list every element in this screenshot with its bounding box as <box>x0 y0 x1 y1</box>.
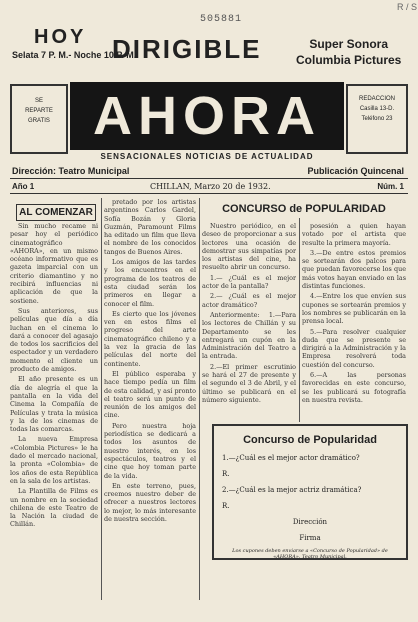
publication-frequency: Publicación Quincenal <box>307 166 404 176</box>
paragraph: 4.—Entre los que envíen sus cupones se sortearán premios y los nombres se publicarán en la prensa local. <box>302 292 406 326</box>
paragraph: Los amigos de las tardes y los encuentros en el programa de los teatros de esta ciudad serán los primeros en llegar a conocer el film. <box>104 258 196 308</box>
section-heading-al-comenzar: AL COMENZAR <box>16 204 96 221</box>
left-box-line1: SE <box>34 98 43 104</box>
paragraph: Nuestro periódico, en el deseo de proporcionar a sus lectores una ocasión de demostrar sus simpatías por los artistas del cine, ha resuelto abrir un concurso. <box>202 222 296 272</box>
header-divider <box>10 193 408 194</box>
issue-date: CHILLAN, Marzo 20 de 1932. <box>150 182 271 191</box>
studio-label <box>296 36 401 68</box>
coupon-signature[interactable]: Firma <box>299 534 321 542</box>
archive-stamp: 505881 <box>200 14 243 25</box>
right-box-line2: Casilla 13-D. <box>359 106 395 112</box>
tagline: SENSACIONALES NOTICIAS DE ACTUALIDAD <box>100 152 314 161</box>
column-divider <box>299 218 300 422</box>
left-box-line2: REPARTE <box>25 108 53 114</box>
popularity-coupon[interactable] <box>212 424 408 560</box>
paragraph: 2.—El primer escrutinio se hará el 27 de presente y el segundo el 3 de Abril, y el último se publicará en el número siguiente. <box>202 362 296 404</box>
section-heading-concurso: CONCURSO de POPULARIDAD <box>222 203 386 215</box>
coupon-question-2: 2.—¿Cuál es la mejor actriz dramática? <box>222 486 362 494</box>
column-3 <box>202 222 296 422</box>
issue-number: Núm. 1 <box>377 182 404 191</box>
top-divider <box>10 178 408 179</box>
coupon-answer-2[interactable]: R. <box>222 502 230 510</box>
paragraph: En este terreno, pues, creemos nuestro deber de ofrecer a nuestros lectores lo mejor, lo más interesante de nuestra sección. <box>104 481 196 523</box>
right-box-line3: Teléfono 23 <box>361 116 393 122</box>
film-title: DIRIGIBLE <box>112 34 262 64</box>
coupon-question-1: 1.—¿Cuál es el mejor actor dramático? <box>222 454 360 462</box>
columbia-line: Columbia Pictures <box>296 53 402 67</box>
paragraph: Pero nuestra hoja periodística se dedicará a todos los asuntos de nuestro interés, en los espectáculos, teatros y el cine que hoy toman parte de la vida. <box>104 421 196 480</box>
masthead-title: AHORA <box>93 86 321 146</box>
left-box-line3: GRATIS <box>28 118 50 124</box>
archive-mark: R / S <box>397 2 418 12</box>
column-4 <box>302 222 406 422</box>
coupon-address[interactable]: Dirección <box>292 518 328 526</box>
column-divider <box>199 198 200 600</box>
showtime-schedule: Selata 7 P. M.- Noche 10 P. M. <box>12 50 137 60</box>
paragraph: La Plantilla de Films es un nombre en la sociedad chilena de este Teatro de la Nación la ciudad de Chillán. <box>10 487 98 529</box>
paragraph: El público esperaba y hace tiempo pedía un film de esta calidad, y así pronto el teatro será un punto de reunión de los amigos del cine. <box>104 369 196 420</box>
column-2 <box>104 198 196 598</box>
coupon-note: Los cupones deben enviarse a «Concurso de Popularidad» de «AHORA». Teatro Municipal. <box>232 548 388 560</box>
paragraph: Sus anteriores, sus películas que día a día luchan en el cinema lo dará a conocer del agasajo de todos los sacrificios del espectador y un verdadero momento el cliente un producto de amigos. <box>10 306 98 374</box>
paragraph: 5.—Para resolver cualquier duda que se presente se dirigirá a la Administración y la Empresa resolverá toda cuestión del concurso. <box>302 327 406 369</box>
coupon-title: Concurso de Popularidad <box>243 434 377 446</box>
paragraph: 1.— ¿Cuál es el mejor actor de la pantalla? <box>202 273 296 291</box>
paragraph: 3.—De entre estos premios se sortearán dos palcos para que puedan favorecerse los que más votos hayan enviado en las distintas funciones. <box>302 248 406 291</box>
paragraph: El año presente es un día de alegría el que la pantalla en la vida del Cinema la Compañía de Películas y trata la música y la de los cinemas de todas las comarcas. <box>10 375 98 434</box>
address-line: Dirección: Teatro Municipal <box>12 166 130 176</box>
editorial-box <box>346 84 408 154</box>
sonora-line: Super Sonora <box>309 37 389 51</box>
year-label: Año 1 <box>12 182 35 191</box>
column-1 <box>10 222 98 622</box>
masthead <box>70 82 344 150</box>
paragraph: pretado por los artistas argentinos Carlos Gardel, Sofía Bozán y Gloria Guzmán, Paramount Films ha editado un film que lleva el nombre de los conocidos tangos de Buenos Aires. <box>104 198 196 256</box>
paragraph: posesión a quien hayan votado por el artista que resulte la primera mayoría. <box>302 222 406 247</box>
coupon-answer-1[interactable]: R. <box>222 470 230 478</box>
paragraph: Es cierto que los jóvenes ven en estos films el progreso del arte cinematográfico chileno y a la vez la gracia de las películas del norte del continente. <box>104 309 196 368</box>
paragraph: La nueva Empresa «Colombia Pictures» le ha dado el mercado nacional, la pronta «Colombia» de los años de esta República en la sala de los artistas. <box>10 435 98 485</box>
right-box-line1: REDACCION <box>358 96 395 102</box>
paragraph: Anteriormente: 1.—Para los lectores de Chillán y su Departamento se les entregará un cupón en la Administración del Teatro a la entrada. <box>202 310 296 361</box>
paragraph: Sin mucho recame ni pesar hoy el periódico cinematográfico «AHORA», en un mismo océano informativo que es gazeta imparcial con un criterio diamantino y no recibirá influencias ni aplicación de que la sostiene. <box>10 222 98 305</box>
free-distribution-box <box>10 84 68 154</box>
paragraph: 6.—A las personas favorecidas en este concurso, se les publicará su fotografía en nuestra revista. <box>302 371 406 404</box>
column-divider <box>101 198 102 600</box>
paragraph: 2.— ¿Cuál es el mejor actor dramático? <box>202 292 296 309</box>
today-label: HOY <box>34 26 87 48</box>
